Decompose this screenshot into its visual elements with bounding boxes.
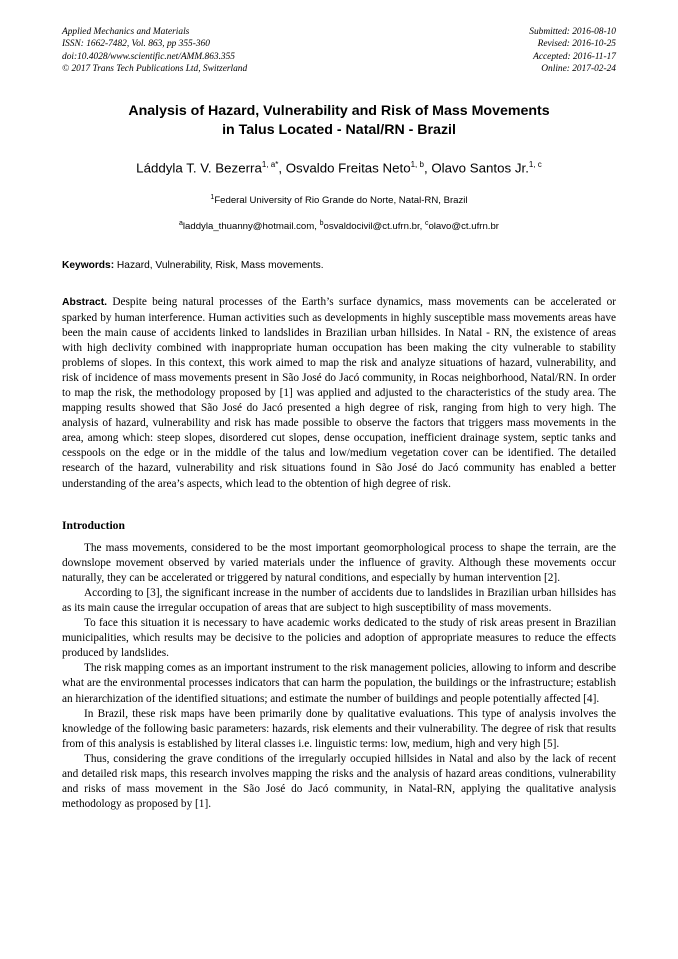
keywords-label: Keywords: <box>62 260 115 272</box>
author-2-affil-mark: 1, b <box>410 159 424 169</box>
keywords-line <box>62 259 616 273</box>
affiliation-mark: 1 <box>210 194 215 202</box>
date-accepted: Accepted: 2016-11-17 <box>533 51 616 62</box>
introduction-heading: Introduction <box>62 518 125 532</box>
abstract-text: Despite being natural processes of the Earth’s surface dynamics, mass movements can be accelerated or sparked by human interference. Human activities such as developments in highly susceptible mass movements areas have been the main cause of accidents linked to landslides in Brazilian urban hillsides. In Natal - RN, the existence of areas with high declivity combined with inappropriate human occupation has been making the city vulnerable to stability problems of slopes. In this context, this work aimed to map the risk and analyze situations of hazard, vulnerability, and risk of incidence of mass movements present in São José do Jacó community, in Rocas neighborhood, Natal/RN. In order to map the risk, the methodology proposed by [1] was applied and adjusted to the characteristics of the study area. The mapping results showed that São José do Jacó presented a high degree of risk, ranging from high to very high. The analysis of hazard, vulnerability and risk has made possible to observe the factors that triggers mass movements in the area, among which: steep slopes, disordered cut slopes, dense occupation, inefficient drainage system, septic tanks and cesspools on the edge or in the middle of the talus and low/medium vegetation cover can be identified. The detailed research of the hazard, vulnerability and risk situations found in São José do Jacó community has enabled a better understanding of the area’s aspects, which lead to the obtention of high degree of risk. <box>62 296 616 490</box>
date-revised: Revised: 2016-10-25 <box>537 39 616 50</box>
intro-paragraph-2: According to [3], the significant increase in the number of accidents due to landslides in Brazilian urban hillsides has as its main cause the irregular occupation of areas that are subject to high susceptibility of mass movements. <box>62 586 616 615</box>
intro-paragraph-5: In Brazil, these risk maps have been primarily done by qualitative evaluations. This type of analysis involves the knowledge of the following basic parameters: hazards, risk elements and their vulnerability. The degree of risk that results from of this analysis is established by literal classes i.e. linguistic terms: low, medium, high and very high [5]. <box>62 707 616 750</box>
author-emails <box>62 217 616 234</box>
email-address-c[interactable]: olavo@ct.ufrn.br <box>428 221 499 233</box>
date-online: Online: 2017-02-24 <box>541 64 616 75</box>
abstract-section <box>62 295 616 491</box>
page-title <box>62 102 616 140</box>
author-3-affil-mark: 1, c <box>528 159 542 169</box>
journal-copyright: © 2017 Trans Tech Publications Ltd, Switzerland <box>62 64 248 75</box>
journal-issn: ISSN: 1662-7482, Vol. 863, pp 355-360 <box>62 39 210 50</box>
submission-dates <box>529 26 616 76</box>
intro-paragraph-4: The risk mapping comes as an important instrument to the risk management policies, allowing to inform and describe what are the environmental processes indicators that can harm the population, the buildings or the infrastructure; establish an hierarchization of the identified situations; and estimate the number of buildings and people potentially affected [4]. <box>62 662 616 705</box>
page-header <box>62 26 616 76</box>
author-1-affil-mark: 1, a* <box>261 159 279 169</box>
affiliation-text: Federal University of Rio Grande do Norte, Natal-RN, Brazil <box>214 195 468 207</box>
author-list <box>62 156 616 177</box>
email-mark-c: c <box>424 220 429 228</box>
author-separator-2: , <box>423 160 432 176</box>
author-separator-1: , <box>278 160 286 176</box>
date-submitted: Submitted: 2016-08-10 <box>529 27 616 37</box>
intro-paragraph-6: Thus, considering the grave conditions of the irregularly occupied hillsides in Natal and also by the lack of recent and detailed risk maps, this research involves mapping the risks and the analysis of hazard areas conditions, vulnerability and risks of mass movement in the São José do Jacó community, in Natal-RN, applying the qualitative analysis methodology as proposed by [1]. <box>62 752 616 811</box>
author-1-name: Láddyla T. V. Bezerra <box>136 160 262 176</box>
intro-paragraph-1: The mass movements, considered to be the most important geomorphological process to shape the terrain, are the downslope movement observed by varied materials under the influence of gravity. Although these movements occur naturally, they can be accelerated or triggered by natural conditions, and especially by human intervention [2]. <box>62 541 616 584</box>
author-2-name: Osvaldo Freitas Neto <box>285 160 411 176</box>
affiliation <box>62 191 616 208</box>
title-line-1: Analysis of Hazard, Vulnerability and Risk of Mass Movements <box>128 102 550 119</box>
email-mark-a: a <box>179 220 183 228</box>
email-address-b[interactable]: osvaldocivil@ct.ufrn.br, <box>323 221 425 233</box>
email-mark-b: b <box>319 220 324 228</box>
journal-title: Applied Mechanics and Materials <box>62 27 190 37</box>
journal-doi: doi:10.4028/www.scientific.net/AMM.863.355 <box>62 51 235 62</box>
title-line-2: in Talus Located - Natal/RN - Brazil <box>222 121 456 138</box>
introduction-body <box>62 541 616 813</box>
author-3-name: Olavo Santos Jr. <box>431 160 529 176</box>
email-address-a[interactable]: laddyla_thuanny@hotmail.com, <box>182 221 320 233</box>
abstract-label: Abstract. <box>62 297 108 309</box>
journal-info <box>62 26 247 76</box>
intro-paragraph-3: To face this situation it is necessary to have academic works dedicated to the study of risk areas present in Brazilian municipalities, which results may be decisive to the policies and adoption of appropriate measures to reduce the effects produced by landslides. <box>62 617 616 660</box>
keywords-value: Hazard, Vulnerability, Risk, Mass movements. <box>114 260 324 272</box>
